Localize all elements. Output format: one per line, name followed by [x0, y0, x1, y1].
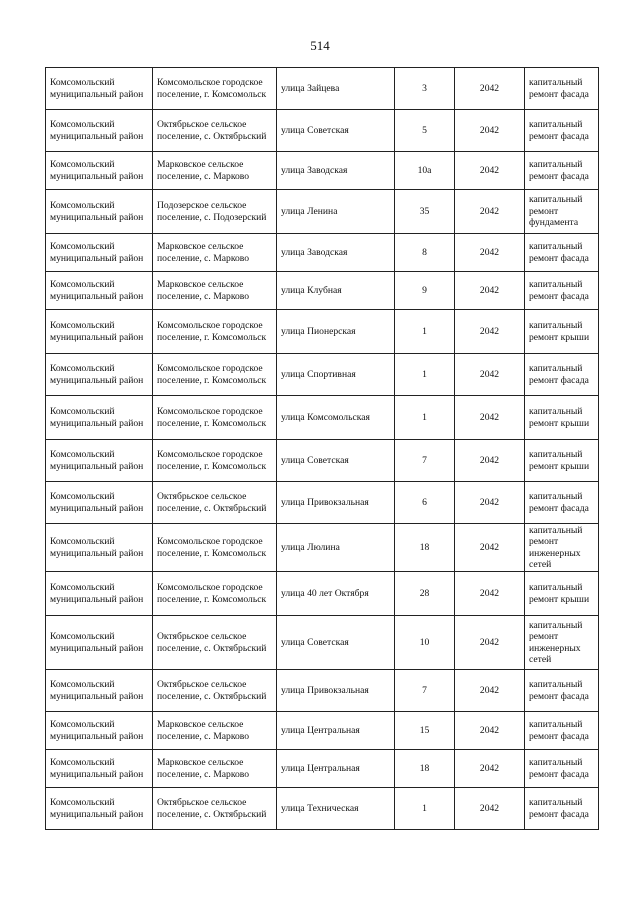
- work-type-cell: капитальный ремонт крыши: [525, 310, 599, 354]
- work-type-cell: капитальный ремонт крыши: [525, 440, 599, 482]
- year-cell: 2042: [455, 190, 525, 234]
- year-cell: 2042: [455, 310, 525, 354]
- settlement-cell: Комсомольское городское поселение, г. Комсомольск: [153, 396, 277, 440]
- house-number-cell: 18: [395, 750, 455, 788]
- district-cell: Комсомольский муниципальный район: [46, 110, 153, 152]
- district-cell: Комсомольский муниципальный район: [46, 670, 153, 712]
- street-cell: улица 40 лет Октября: [277, 572, 395, 616]
- table-row: [46, 788, 599, 830]
- work-type-cell: капитальный ремонт крыши: [525, 572, 599, 616]
- year-cell: 2042: [455, 788, 525, 830]
- work-type-cell: капитальный ремонт инженерных сетей: [525, 616, 599, 670]
- table-row: [46, 310, 599, 354]
- house-number-cell: 7: [395, 440, 455, 482]
- district-cell: Комсомольский муниципальный район: [46, 190, 153, 234]
- settlement-cell: Комсомольское городское поселение, г. Комсомольск: [153, 524, 277, 572]
- settlement-cell: Марковское сельское поселение, с. Марково: [153, 750, 277, 788]
- street-cell: улица Привокзальная: [277, 670, 395, 712]
- table-row: [46, 190, 599, 234]
- street-cell: улица Заводская: [277, 152, 395, 190]
- house-number-cell: 1: [395, 310, 455, 354]
- settlement-cell: Комсомольское городское поселение, г. Комсомольск: [153, 572, 277, 616]
- street-cell: улица Люлина: [277, 524, 395, 572]
- district-cell: Комсомольский муниципальный район: [46, 396, 153, 440]
- settlement-cell: Марковское сельское поселение, с. Марково: [153, 234, 277, 272]
- district-cell: Комсомольский муниципальный район: [46, 524, 153, 572]
- year-cell: 2042: [455, 110, 525, 152]
- street-cell: улица Центральная: [277, 712, 395, 750]
- settlement-cell: Марковское сельское поселение, с. Марково: [153, 712, 277, 750]
- settlement-cell: Октябрьское сельское поселение, с. Октябрьский: [153, 616, 277, 670]
- street-cell: улица Клубная: [277, 272, 395, 310]
- district-cell: Комсомольский муниципальный район: [46, 234, 153, 272]
- settlement-cell: Марковское сельское поселение, с. Марково: [153, 272, 277, 310]
- street-cell: улица Комсомольская: [277, 396, 395, 440]
- settlement-cell: Комсомольское городское поселение, г. Комсомольск: [153, 354, 277, 396]
- street-cell: улица Техническая: [277, 788, 395, 830]
- district-cell: Комсомольский муниципальный район: [46, 354, 153, 396]
- house-number-cell: 1: [395, 396, 455, 440]
- work-type-cell: капитальный ремонт фасада: [525, 750, 599, 788]
- house-number-cell: 9: [395, 272, 455, 310]
- district-cell: Комсомольский муниципальный район: [46, 616, 153, 670]
- year-cell: 2042: [455, 670, 525, 712]
- district-cell: Комсомольский муниципальный район: [46, 572, 153, 616]
- district-cell: Комсомольский муниципальный район: [46, 310, 153, 354]
- table-row: [46, 68, 599, 110]
- street-cell: улица Советская: [277, 440, 395, 482]
- year-cell: 2042: [455, 482, 525, 524]
- table-row: [46, 110, 599, 152]
- table-row: [46, 670, 599, 712]
- table-row: [46, 396, 599, 440]
- table-body: [46, 68, 599, 830]
- work-type-cell: капитальный ремонт фасада: [525, 152, 599, 190]
- year-cell: 2042: [455, 68, 525, 110]
- district-cell: Комсомольский муниципальный район: [46, 482, 153, 524]
- house-number-cell: 15: [395, 712, 455, 750]
- work-type-cell: капитальный ремонт фасада: [525, 234, 599, 272]
- table-row: [46, 152, 599, 190]
- district-cell: Комсомольский муниципальный район: [46, 68, 153, 110]
- settlement-cell: Комсомольское городское поселение, г. Комсомольск: [153, 310, 277, 354]
- year-cell: 2042: [455, 234, 525, 272]
- district-cell: Комсомольский муниципальный район: [46, 440, 153, 482]
- settlement-cell: Комсомольское городское поселение, г. Комсомольск: [153, 68, 277, 110]
- year-cell: 2042: [455, 272, 525, 310]
- work-type-cell: капитальный ремонт фасада: [525, 482, 599, 524]
- year-cell: 2042: [455, 152, 525, 190]
- settlement-cell: Октябрьское сельское поселение, с. Октябрьский: [153, 670, 277, 712]
- settlement-cell: Октябрьское сельское поселение, с. Октябрьский: [153, 482, 277, 524]
- work-type-cell: капитальный ремонт фасада: [525, 670, 599, 712]
- street-cell: улица Советская: [277, 616, 395, 670]
- table-row: [46, 440, 599, 482]
- house-number-cell: 1: [395, 354, 455, 396]
- settlement-cell: Комсомольское городское поселение, г. Комсомольск: [153, 440, 277, 482]
- work-type-cell: капитальный ремонт фундамента: [525, 190, 599, 234]
- street-cell: улица Ленина: [277, 190, 395, 234]
- district-cell: Комсомольский муниципальный район: [46, 788, 153, 830]
- year-cell: 2042: [455, 750, 525, 788]
- table-row: [46, 524, 599, 572]
- settlement-cell: Подозерское сельское поселение, с. Подозерский: [153, 190, 277, 234]
- work-type-cell: капитальный ремонт фасада: [525, 354, 599, 396]
- house-number-cell: 10а: [395, 152, 455, 190]
- district-cell: Комсомольский муниципальный район: [46, 152, 153, 190]
- year-cell: 2042: [455, 572, 525, 616]
- street-cell: улица Заводская: [277, 234, 395, 272]
- settlement-cell: Октябрьское сельское поселение, с. Октябрьский: [153, 788, 277, 830]
- work-type-cell: капитальный ремонт фасада: [525, 712, 599, 750]
- table-row: [46, 234, 599, 272]
- street-cell: улица Спортивная: [277, 354, 395, 396]
- street-cell: улица Советская: [277, 110, 395, 152]
- house-number-cell: 18: [395, 524, 455, 572]
- street-cell: улица Пионерская: [277, 310, 395, 354]
- table-row: [46, 616, 599, 670]
- table-row: [46, 750, 599, 788]
- house-number-cell: 10: [395, 616, 455, 670]
- street-cell: улица Зайцева: [277, 68, 395, 110]
- house-number-cell: 35: [395, 190, 455, 234]
- work-type-cell: капитальный ремонт фасада: [525, 110, 599, 152]
- work-type-cell: капитальный ремонт крыши: [525, 396, 599, 440]
- table-row: [46, 354, 599, 396]
- year-cell: 2042: [455, 524, 525, 572]
- work-type-cell: капитальный ремонт инженерных сетей: [525, 524, 599, 572]
- year-cell: 2042: [455, 354, 525, 396]
- district-cell: Комсомольский муниципальный район: [46, 272, 153, 310]
- table-row: [46, 272, 599, 310]
- street-cell: улица Привокзальная: [277, 482, 395, 524]
- house-number-cell: 6: [395, 482, 455, 524]
- house-number-cell: 28: [395, 572, 455, 616]
- year-cell: 2042: [455, 616, 525, 670]
- year-cell: 2042: [455, 440, 525, 482]
- table-row: [46, 712, 599, 750]
- house-number-cell: 8: [395, 234, 455, 272]
- district-cell: Комсомольский муниципальный район: [46, 750, 153, 788]
- work-type-cell: капитальный ремонт фасада: [525, 68, 599, 110]
- work-type-cell: капитальный ремонт фасада: [525, 272, 599, 310]
- street-cell: улица Центральная: [277, 750, 395, 788]
- year-cell: 2042: [455, 712, 525, 750]
- house-number-cell: 1: [395, 788, 455, 830]
- settlement-cell: Марковское сельское поселение, с. Марково: [153, 152, 277, 190]
- housing-repair-table: [45, 67, 599, 830]
- house-number-cell: 5: [395, 110, 455, 152]
- district-cell: Комсомольский муниципальный район: [46, 712, 153, 750]
- settlement-cell: Октябрьское сельское поселение, с. Октябрьский: [153, 110, 277, 152]
- year-cell: 2042: [455, 396, 525, 440]
- work-type-cell: капитальный ремонт фасада: [525, 788, 599, 830]
- table-row: [46, 572, 599, 616]
- table-row: [46, 482, 599, 524]
- house-number-cell: 7: [395, 670, 455, 712]
- page-number: 514: [310, 38, 330, 53]
- house-number-cell: 3: [395, 68, 455, 110]
